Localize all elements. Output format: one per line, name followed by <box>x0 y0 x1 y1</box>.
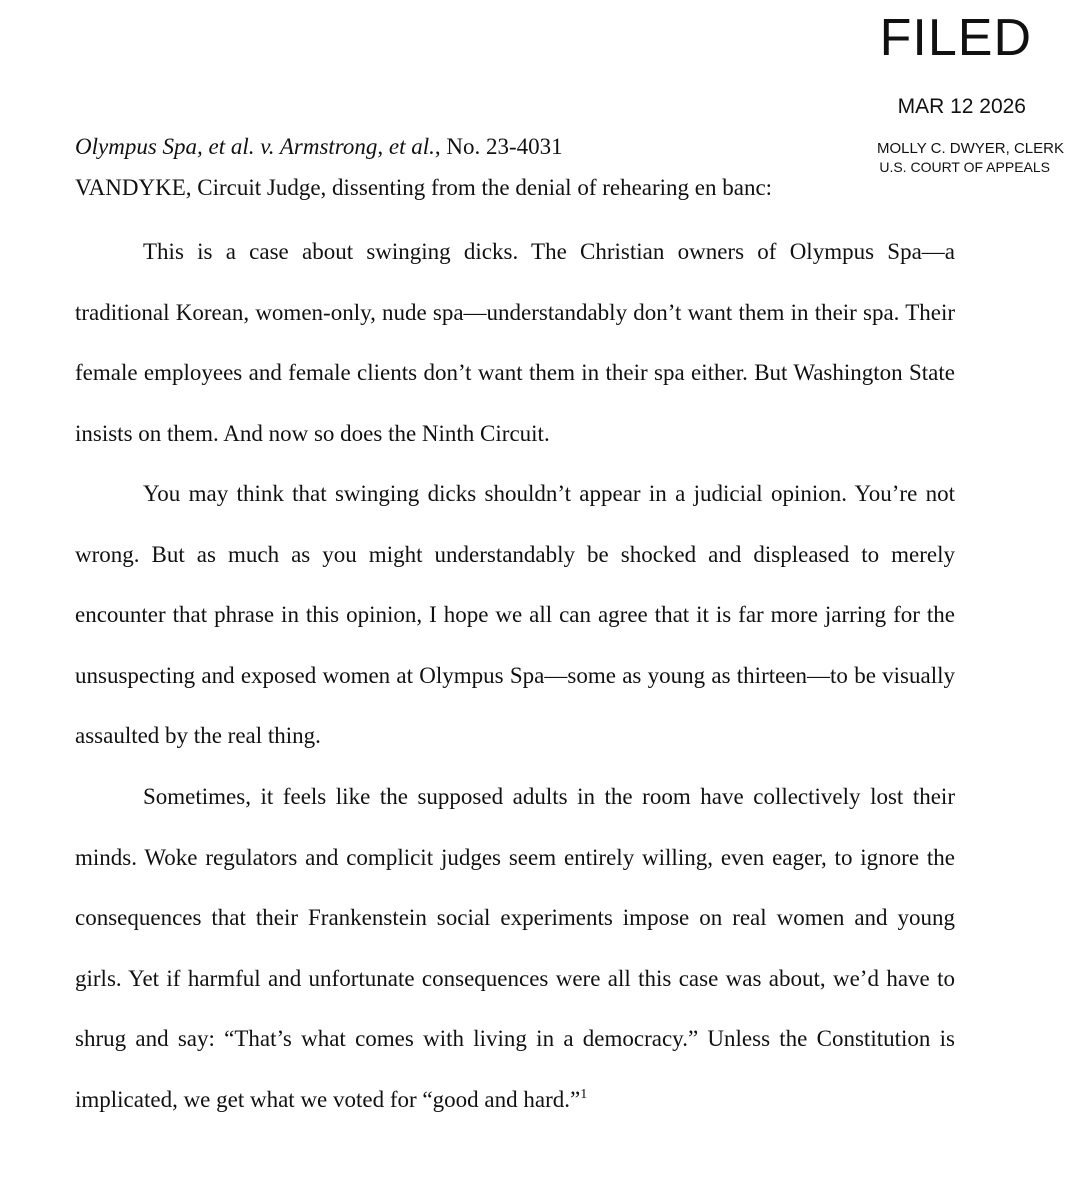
paragraph-1: This is a case about swinging dicks. The Christian owners of Olympus Spa—a traditional Korean, women-only, nude spa—understandably don’t want them in their spa. Their female employees and female clients don’t want them in their spa either. But Washington State insists on them. And now so does the Ninth Circuit. <box>75 239 955 446</box>
paragraph-3-text: Sometimes, it feels like the supposed adults in the room have collectively lost their minds. Woke regulators and complicit judges seem entirely willing, even eager, to ignore the consequences that their Frankenstein social experiments impose on real women and young girls. Yet if harmful and unfortunate consequences were all this case was about, we’d have to shrug and say: “That’s what comes with living in a democracy.” Unless the Constitution is implicated, we get what we voted for “good and hard.” <box>75 784 955 1112</box>
paragraph-3 <box>75 767 955 1130</box>
clerk-name: MOLLY C. DWYER, CLERK <box>877 140 1064 157</box>
docket-number: No. 23-4031 <box>446 134 563 159</box>
judge-byline: VANDYKE, Circuit Judge, dissenting from the denial of rehearing en banc: <box>75 175 773 200</box>
case-name: Olympus Spa, et al. v. Armstrong, et al. <box>75 134 435 159</box>
footnote-marker[interactable]: 1 <box>580 1086 588 1102</box>
filed-stamp: FILED <box>879 9 1032 67</box>
filed-date: MAR 12 2026 <box>897 95 1026 118</box>
case-caption <box>75 134 563 160</box>
court-name: U.S. COURT OF APPEALS <box>879 159 1050 175</box>
paragraph-2: You may think that swinging dicks shouldn’t appear in a judicial opinion. You’re not wrong. But as much as you might understandably be shocked and displeased to merely encounter that phrase in this opinion, I hope we all can agree that it is far more jarring for the unsuspecting and exposed women at Olympus Spa—some as young as thirteen—to be visually assaulted by the real thing. <box>75 481 955 748</box>
caption-separator: , <box>434 134 447 159</box>
